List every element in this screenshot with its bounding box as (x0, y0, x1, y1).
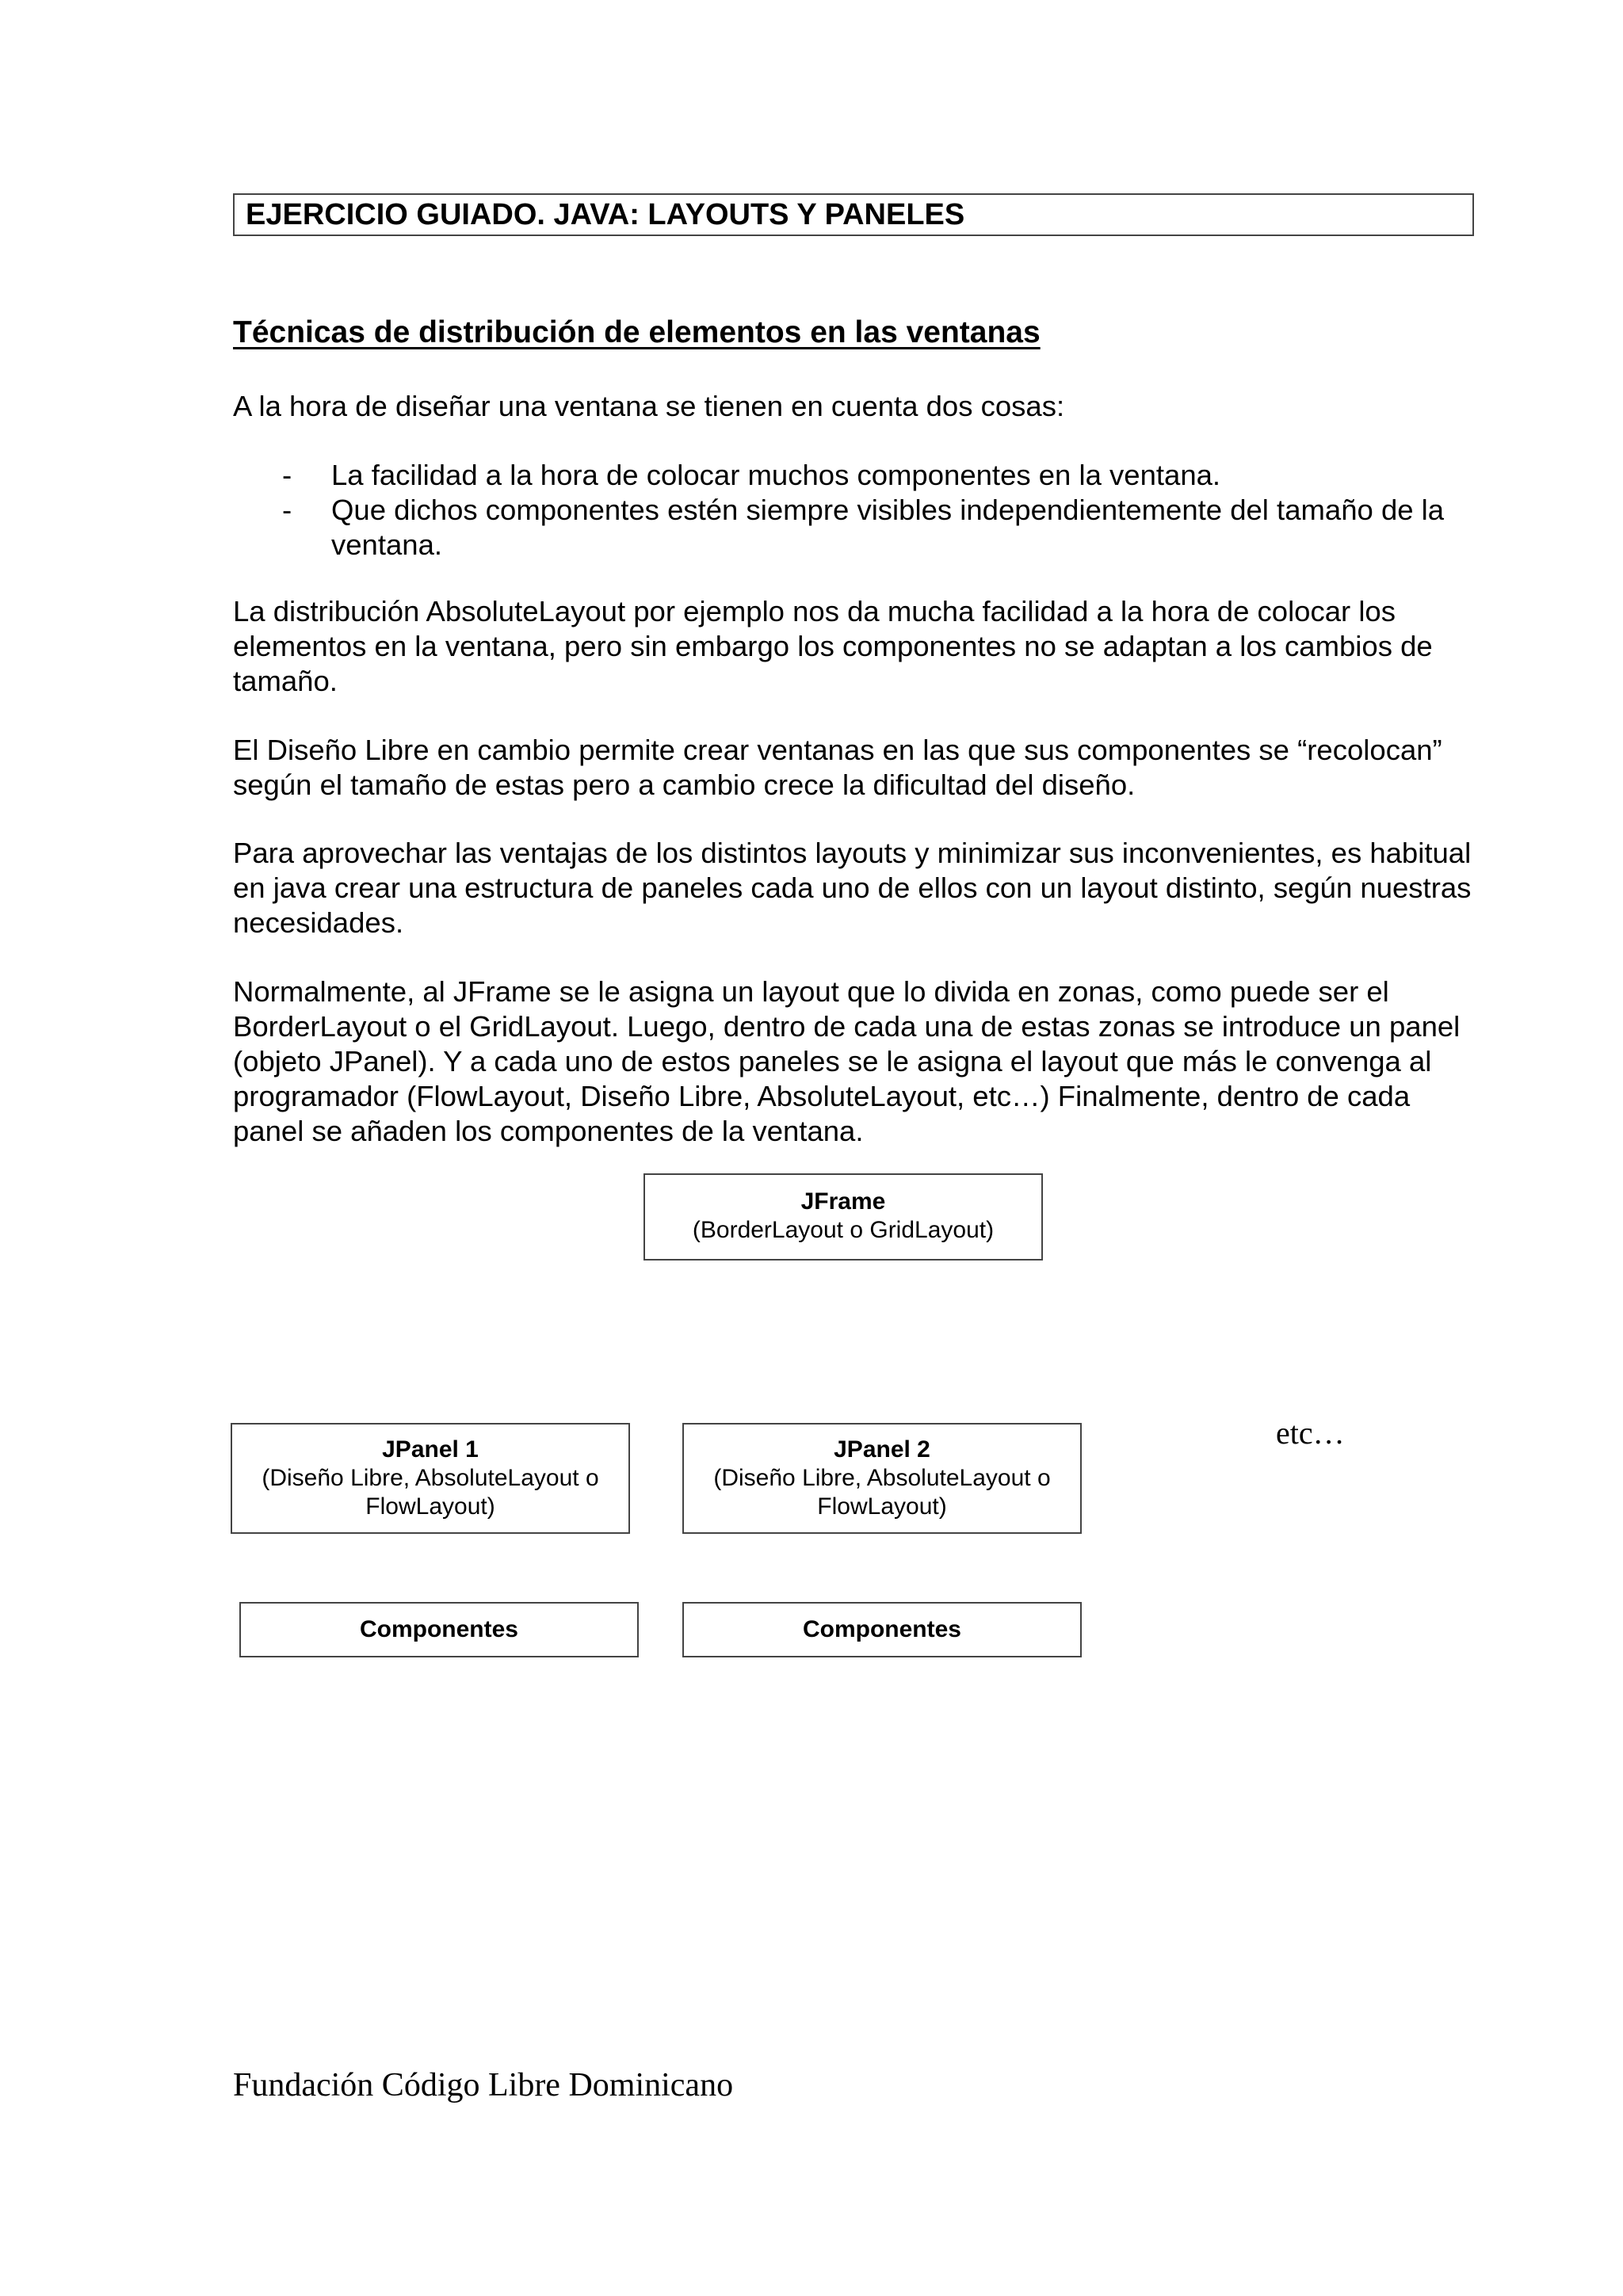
components-box-1: Componentes (239, 1602, 639, 1657)
bullet-marker: - (282, 459, 292, 491)
intro-paragraph: A la hora de diseñar una ventana se tienen en cuenta dos cosas: (233, 390, 1065, 422)
paragraph-diseno-libre: El Diseño Libre en cambio permite crear ventanas en las que sus componentes se “recolocan” según el tamaño de estas pero a cambio crece la dificultad del diseño. (233, 734, 1442, 801)
list-item (233, 493, 1477, 563)
jpanel-2-subtitle: (Diseño Libre, AbsoluteLayout o FlowLayout) (713, 1465, 1051, 1520)
section-heading: Técnicas de distribución de elementos en las ventanas (233, 315, 1041, 349)
bullet-text: Que dichos componentes estén siempre visibles independientemente del tamaño de la ventana. (331, 494, 1445, 561)
jpanel-1-subtitle: (Diseño Libre, AbsoluteLayout o FlowLayout) (262, 1465, 599, 1520)
paragraph-jframe: Normalmente, al JFrame se le asigna un layout que lo divida en zonas, como puede ser el BorderLayout o el GridLayout. Luego, dentro de cada una de estas zonas se introduce un panel (objeto JPanel). Y a cada uno de estos paneles se le asigna el layout que más le convenga al programador (FlowLayout, Diseño Libre, AbsoluteLayout, etc…) Finalmente, dentro de cada panel se añaden los componentes de la ventana. (233, 975, 1461, 1147)
bullet-list (233, 458, 1477, 563)
jframe-box (643, 1173, 1043, 1261)
footer-organization: Fundación Código Libre Dominicano (233, 2067, 734, 2103)
paragraph-absolutelayout: La distribución AbsoluteLayout por ejemplo nos da mucha facilidad a la hora de colocar los elementos en la ventana, pero sin embargo los componentes no se adaptan a los cambios de tamaño. (233, 595, 1433, 697)
list-item (233, 458, 1477, 493)
jframe-subtitle: (BorderLayout o GridLayout) (692, 1217, 995, 1243)
paragraph-paneles: Para aprovechar las ventajas de los distintos layouts y minimizar sus inconvenientes, es habitual en java crear una estructura de paneles cada uno de ellos con un layout distinto, según nuestras necesidades. (233, 837, 1472, 939)
bullet-text: La facilidad a la hora de colocar muchos componentes en la ventana. (331, 459, 1221, 491)
etc-label: etc… (1276, 1415, 1345, 1451)
jpanel-2-box (682, 1423, 1082, 1534)
jpanel-1-box (231, 1423, 630, 1534)
jframe-title: JFrame (800, 1188, 886, 1215)
document-title: EJERCICIO GUIADO. JAVA: LAYOUTS Y PANELES (233, 193, 1474, 236)
bullet-marker: - (282, 494, 292, 526)
components-box-2: Componentes (682, 1602, 1082, 1657)
jpanel-2-title: JPanel 2 (834, 1436, 930, 1463)
jpanel-1-title: JPanel 1 (382, 1436, 479, 1463)
